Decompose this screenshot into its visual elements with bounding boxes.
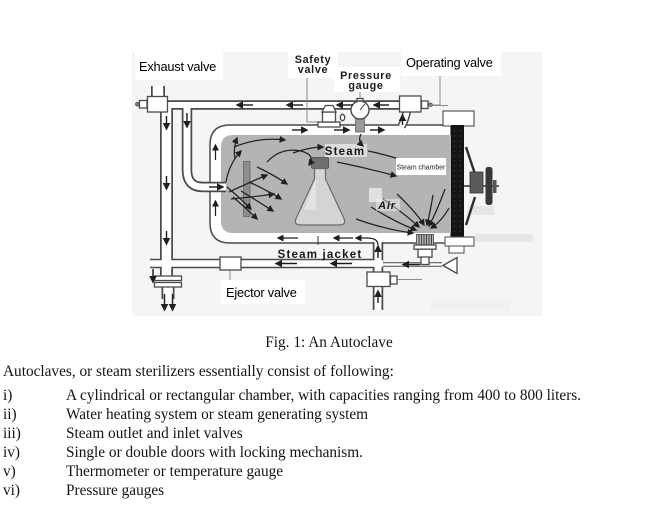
list-item	[3, 481, 655, 500]
safety-valve-label-line1: Safety	[294, 54, 332, 66]
door	[451, 125, 464, 237]
list-text: Pressure gauges	[66, 482, 165, 499]
list-numeral: i)	[3, 387, 13, 404]
pressure-gauge-label-line2: gauge	[348, 80, 384, 92]
handwheel-rim	[486, 167, 493, 205]
list-numeral: ii)	[3, 406, 17, 423]
door-frame-top	[443, 111, 474, 126]
list-item	[3, 424, 655, 443]
list-item	[3, 462, 655, 481]
chamber-rack	[244, 162, 251, 217]
flask-stopper	[312, 158, 329, 169]
figure-caption: Fig. 1: An Autoclave	[265, 334, 393, 351]
list-item	[3, 443, 655, 462]
pressure-gauge-label-line1: Pressure	[340, 70, 392, 82]
list-text: Water heating system or steam generating system	[66, 406, 369, 423]
door-frame-bottom	[445, 237, 474, 246]
ejector-valve-fitting	[220, 257, 241, 270]
list-item	[3, 405, 655, 424]
air-label: Air	[378, 200, 396, 212]
handwheel-hub	[470, 172, 483, 193]
intro-text: Autoclaves, or steam sterilizers essentially consist of following:	[3, 363, 394, 380]
list-numeral: iii)	[3, 425, 21, 442]
shadow-patch	[430, 301, 510, 311]
list-item	[3, 386, 655, 405]
steam-chamber-label: Steam chamber	[396, 164, 446, 172]
safety-valve-label-line2: valve	[297, 64, 329, 76]
component-list	[3, 386, 655, 500]
list-numeral: iv)	[3, 444, 20, 461]
list-text: Steam outlet and inlet valves	[66, 425, 243, 442]
ejector-valve-label: Ejector valve	[226, 285, 297, 300]
list-numeral: v)	[3, 463, 16, 480]
operating-valve-label: Operating valve	[406, 55, 493, 70]
list-numeral: vi)	[3, 482, 20, 499]
handwheel-axle-end	[493, 180, 497, 193]
steam-label: Steam	[324, 146, 366, 158]
steam-jacket-label: Steam jacket	[277, 249, 363, 261]
autoclave-diagram	[130, 46, 545, 318]
shadow-patch	[475, 234, 533, 242]
exhaust-valve-label: Exhaust valve	[139, 59, 217, 74]
list-text: Single or double doors with locking mechanism.	[66, 444, 363, 461]
door-frame-foot	[449, 246, 464, 253]
list-text: Thermometer or temperature gauge	[66, 463, 284, 480]
list-text: A cylindrical or rectangular chamber, with capacities ranging from 400 to 800 liters.	[66, 387, 582, 404]
